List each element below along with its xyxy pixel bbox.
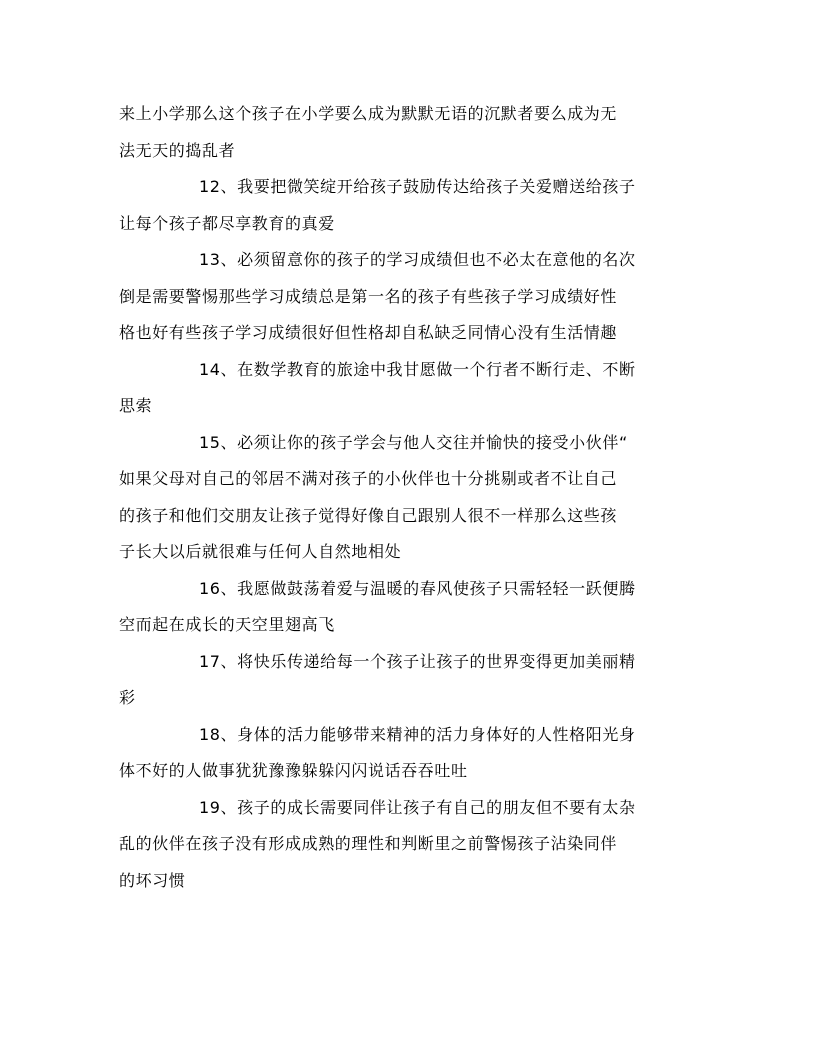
paragraph	[119, 425, 699, 571]
text-line: 彩	[119, 688, 136, 707]
text-line: 17、将快乐传递给每一个孩子让孩子的世界变得更加美丽精	[199, 651, 636, 671]
text-line: 12、我要把微笑绽开给孩子鼓励传达给孩子关爱赠送给孩子	[199, 177, 636, 196]
text-line: 16、我愿做鼓荡着爱与温暖的春风使孩子只需轻轻一跃便腾	[199, 578, 636, 598]
text-line: 来上小学那么这个孩子在小学要么成为默默无语的沉默者要么成为无	[119, 104, 618, 123]
paragraph	[119, 790, 699, 900]
text-line: 18、身体的活力能够带来精神的活力身体好的人性格阳光身	[199, 724, 636, 744]
document-body	[119, 96, 699, 899]
text-line: 的孩子和他们交朋友让孩子觉得好像自己跟别人很不一样那么这些孩	[119, 505, 618, 525]
paragraph	[119, 96, 699, 169]
text-line: 格也好有些孩子学习成绩很好但性格却自私缺乏同情心没有生活情趣	[119, 323, 618, 342]
text-line: 13、必须留意你的孩子的学习成绩但也不必太在意他的名次	[199, 250, 636, 269]
text-line: 思索	[119, 396, 153, 415]
text-line: 15、必须让你的孩子学会与他人交往并愉快的接受小伙伴“	[199, 432, 628, 452]
text-line: 子长大以后就很难与任何人自然地相处	[119, 542, 402, 561]
text-line: 让每个孩子都尽享教育的真爱	[119, 213, 335, 233]
text-line: 19、孩子的成长需要同伴让孩子有自己的朋友但不要有太杂	[199, 797, 636, 817]
text-line: 如果父母对自己的邻居不满对孩子的小伙伴也十分挑剔或者不让自己	[119, 469, 618, 488]
paragraph	[119, 352, 699, 425]
text-line: 倒是需要警惕那些学习成绩总是第一名的孩子有些孩子学习成绩好性	[119, 286, 618, 306]
text-line: 体不好的人做事犹犹豫豫躲躲闪闪说话吞吞吐吐	[119, 761, 468, 780]
paragraph	[119, 644, 699, 717]
paragraph	[119, 242, 699, 352]
paragraph	[119, 571, 699, 644]
text-line: 14、在数学教育的旅途中我甘愿做一个行者不断行走、不断	[199, 359, 636, 379]
text-line: 乱的伙伴在孩子没有形成成熟的理性和判断里之前警惕孩子沾染同伴	[119, 834, 618, 853]
text-line: 的坏习惯	[119, 870, 186, 890]
text-line: 法无天的捣乱者	[119, 140, 236, 160]
text-line: 空而起在成长的天空里翅高飞	[119, 615, 335, 634]
paragraph	[119, 717, 699, 790]
paragraph	[119, 169, 699, 242]
